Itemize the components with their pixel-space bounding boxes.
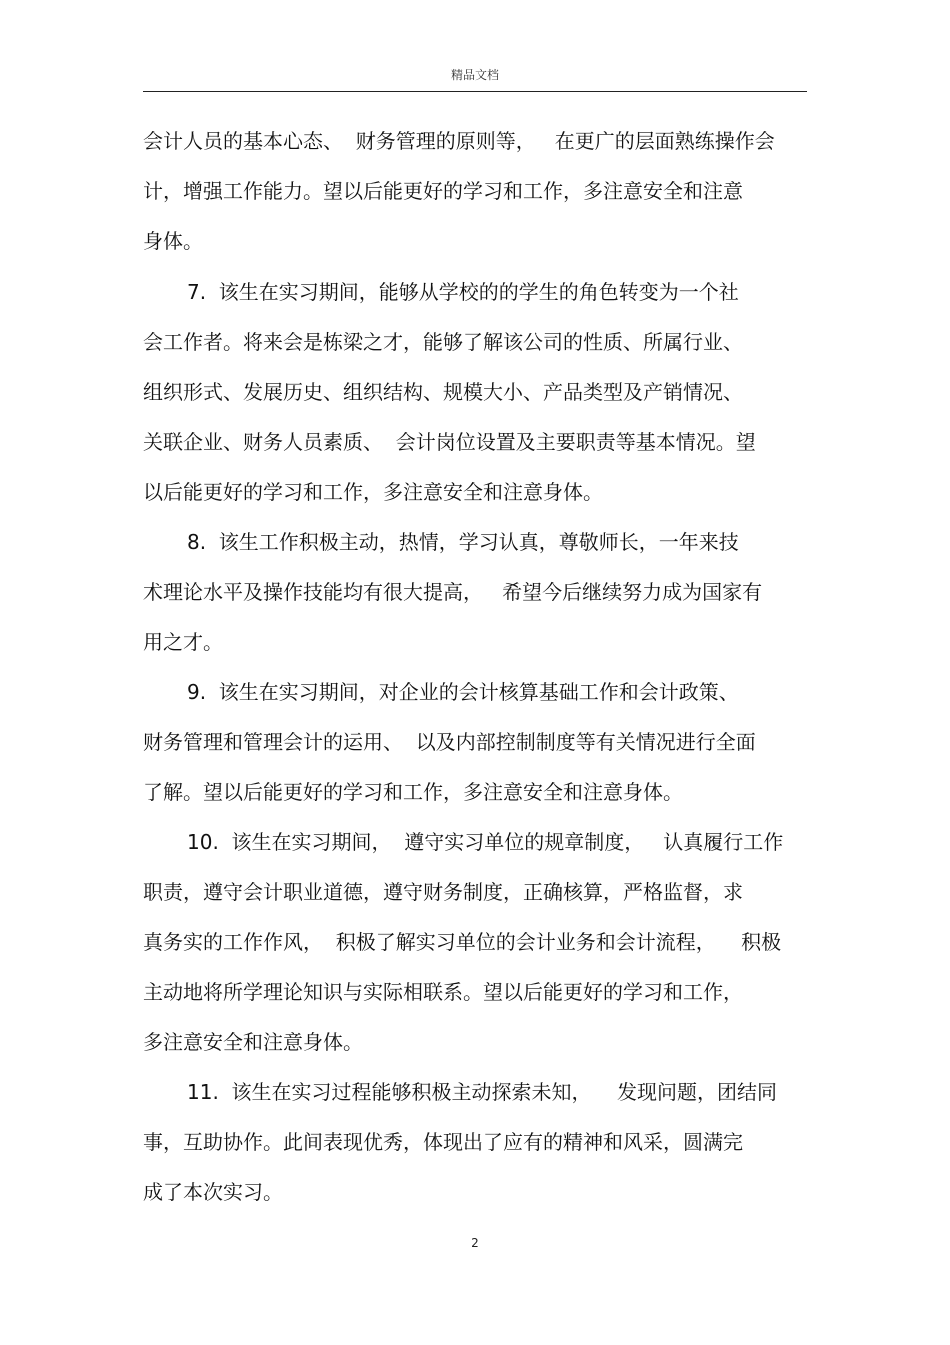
paragraph-10-line: 10. 该生在实习期间， 遵守实习单位的规章制度， 认真履行工作 [187, 830, 784, 854]
body-line: 术理论水平及操作技能均有很大提高， 希望今后继续努力成为国家有 [143, 580, 763, 604]
page-header: 精品文档 [450, 68, 499, 82]
body-line: 会计人员的基本心态、 财务管理的原则等， 在更广的层面熟练操作会 [143, 129, 775, 153]
body-line: 职责，遵守会计职业道德，遵守财务制度，正确核算，严格监督，求 [143, 880, 743, 904]
header-divider [143, 91, 807, 92]
body-line: 事，互助协作。此间表现优秀，体现出了应有的精神和风采，圆满完 [143, 1130, 743, 1154]
body-line: 以后能更好的学习和工作，多注意安全和注意身体。 [143, 480, 603, 504]
body-line: 真务实的工作作风， 积极了解实习单位的会计业务和会计流程， 积极 [143, 930, 782, 954]
page-number: 2 [471, 1236, 479, 1250]
body-line: 多注意安全和注意身体。 [143, 1030, 363, 1054]
body-line: 主动地将所学理论知识与实际相联系。望以后能更好的学习和工作， [143, 980, 743, 1004]
body-line: 关联企业、财务人员素质、 会计岗位设置及主要职责等基本情况。望 [143, 430, 756, 454]
paragraph-9-line: 9. 该生在实习期间，对企业的会计核算基础工作和会计政策、 [187, 680, 739, 704]
body-line: 了解。望以后能更好的学习和工作，多注意安全和注意身体。 [143, 780, 683, 804]
body-line: 成了本次实习。 [143, 1180, 283, 1204]
paragraph-7-line: 7. 该生在实习期间，能够从学校的的学生的角色转变为一个社 [187, 280, 739, 304]
paragraph-8-line: 8. 该生工作积极主动，热情，学习认真，尊敬师长，一年来技 [187, 530, 739, 554]
body-line: 组织形式、发展历史、组织结构、规模大小、产品类型及产销情况、 [143, 380, 743, 404]
paragraph-11-line: 11. 该生在实习过程能够积极主动探索未知， 发现问题，团结同 [187, 1080, 777, 1104]
body-line: 用之才。 [143, 630, 223, 654]
body-line: 财务管理和管理会计的运用、 以及内部控制制度等有关情况进行全面 [143, 730, 756, 754]
body-line: 会工作者。将来会是栋梁之才，能够了解该公司的性质、所属行业、 [143, 330, 743, 354]
body-line: 身体。 [143, 229, 203, 253]
body-line: 计，增强工作能力。望以后能更好的学习和工作，多注意安全和注意 [143, 179, 743, 203]
